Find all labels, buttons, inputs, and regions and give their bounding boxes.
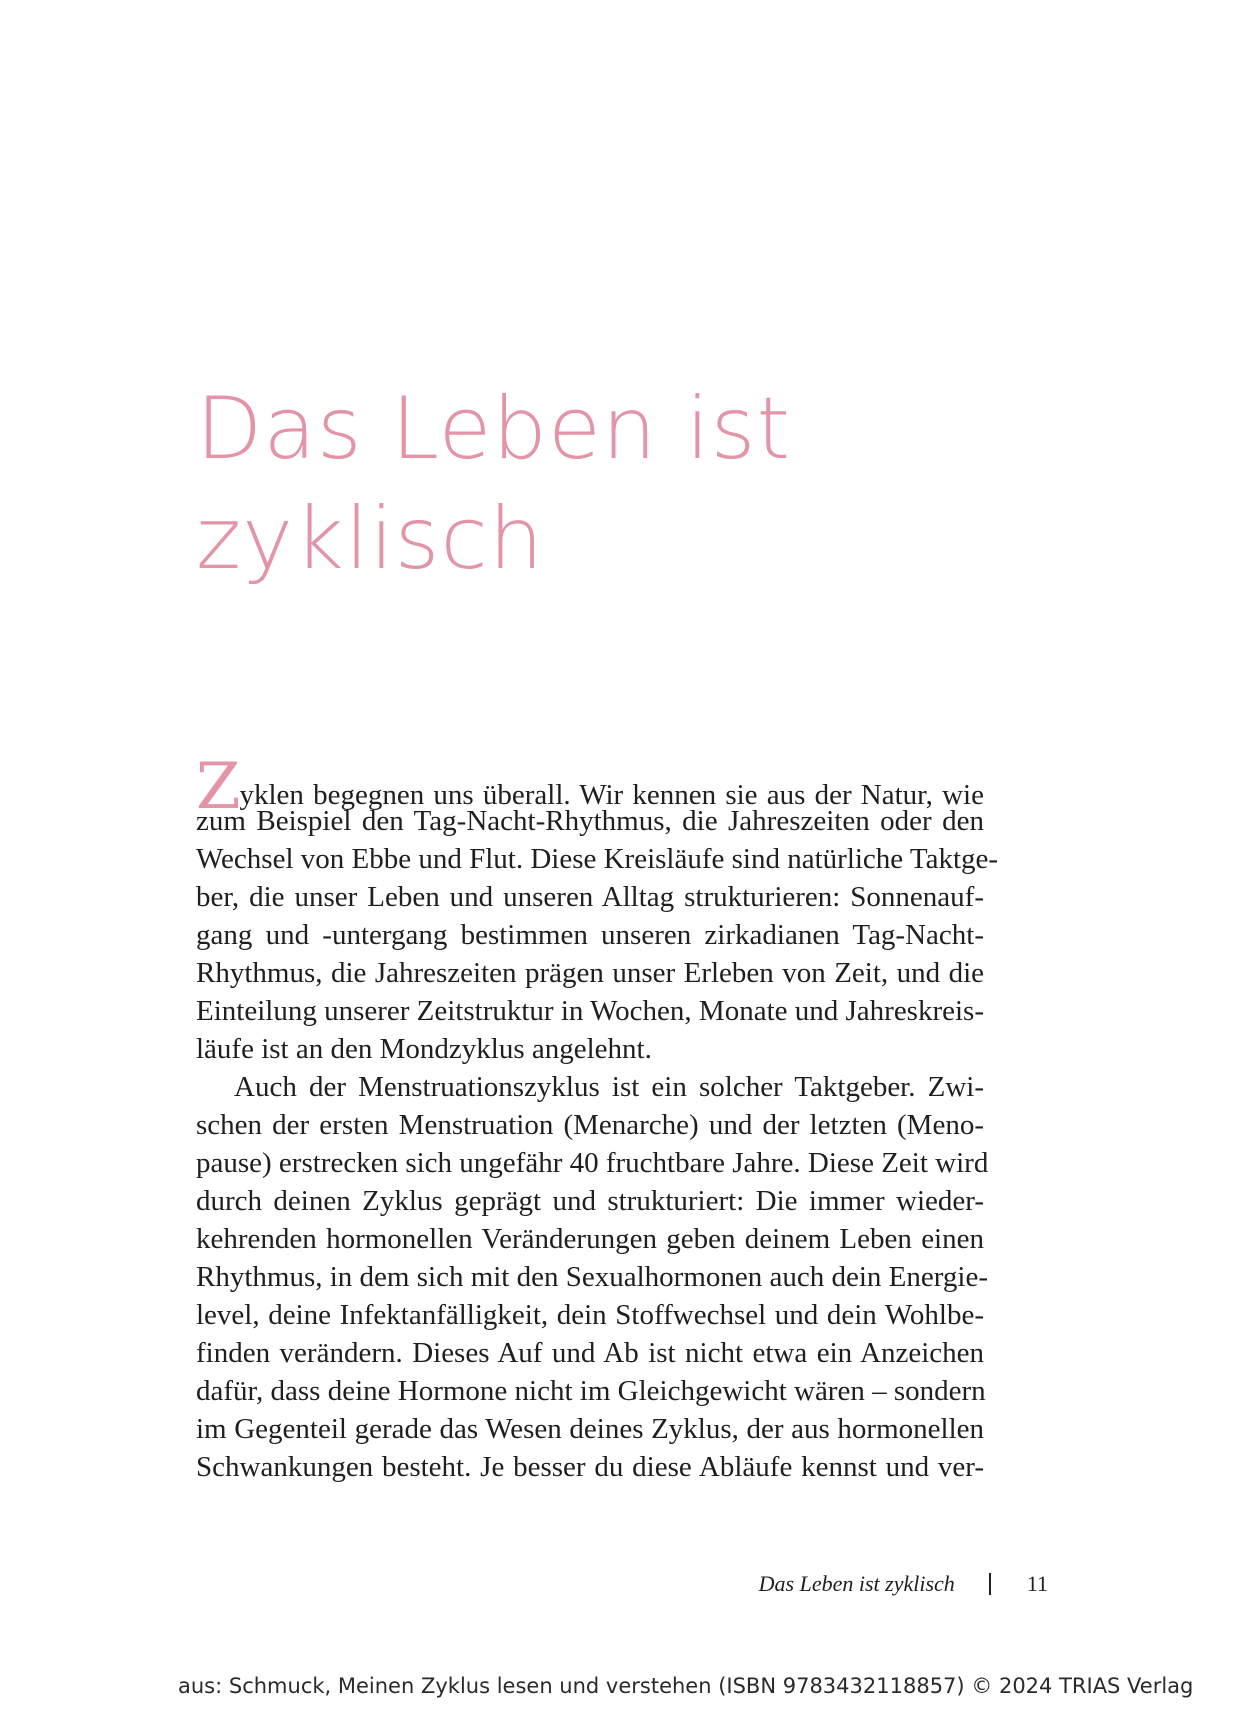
- paragraph-line: dafür, dass deine Hormone nicht im Gleichgewicht wären – sondern: [196, 1375, 986, 1407]
- footer-divider: [989, 1573, 991, 1595]
- chapter-title-line-1: Das Leben ist: [196, 379, 792, 479]
- paragraph-line: level, deine Infektanfälligkeit, dein Stoffwechsel und dein Wohlbe-: [196, 1299, 984, 1331]
- paragraph-line: Wechsel von Ebbe und Flut. Diese Kreisläufe sind natürliche Taktge-: [196, 843, 999, 875]
- paragraph-line: zum Beispiel den Tag-Nacht-Rhythmus, die Jahreszeiten oder den: [196, 805, 984, 837]
- paragraph-line: ber, die unser Leben und unseren Alltag strukturieren: Sonnenauf-: [196, 881, 984, 913]
- chapter-title-line-2: zyklisch: [196, 489, 545, 589]
- page-number: 11: [1026, 1571, 1048, 1596]
- paragraph-line: Einteilung unserer Zeitstruktur in Wochen, Monate und Jahreskreis-: [196, 995, 984, 1027]
- chapter-title: [196, 374, 1096, 594]
- paragraph-line: läufe ist an den Mondzyklus angelehnt.: [196, 1033, 652, 1065]
- paragraph-line: schen der ersten Menstruation (Menarche) und der letzten (Meno-: [196, 1109, 984, 1141]
- paragraph-line: finden verändern. Dieses Auf und Ab ist nicht etwa ein Anzeichen: [196, 1337, 984, 1369]
- source-citation: aus: Schmuck, Meinen Zyklus lesen und verstehen (ISBN 9783432118857) © 2024 TRIAS Verlag: [178, 1674, 1194, 1698]
- paragraph-line: gang und -untergang bestimmen unseren zirkadianen Tag-Nacht-: [196, 919, 984, 951]
- drop-cap: Z: [196, 750, 239, 824]
- paragraph-2: [196, 1068, 989, 1486]
- paragraph-line: Auch der Menstruationszyklus ist ein solcher Taktgeber. Zwi-: [234, 1071, 984, 1103]
- paragraph-line: kehrenden hormonellen Veränderungen geben deinem Leben einen: [196, 1223, 984, 1255]
- running-footer: [759, 1571, 1048, 1597]
- paragraph-line: pause) erstrecken sich ungefähr 40 fruchtbare Jahre. Diese Zeit wird: [196, 1147, 989, 1179]
- footer-running-title: Das Leben ist zyklisch: [758, 1571, 955, 1596]
- paragraph-line: Schwankungen besteht. Je besser du diese Abläufe kennst und ver-: [196, 1451, 984, 1483]
- paragraph-line: im Gegenteil gerade das Wesen deines Zyklus, der aus hormonellen: [196, 1413, 984, 1445]
- paragraph-1: [196, 750, 999, 1068]
- paragraph-line: Zyklen begegnen uns überall. Wir kennen sie aus der Natur, wie: [196, 750, 984, 824]
- paragraph-line: Rhythmus, in dem sich mit den Sexualhormonen auch dein Energie-: [196, 1261, 988, 1293]
- body-text: [196, 750, 999, 1486]
- paragraph-line: Rhythmus, die Jahreszeiten prägen unser Erleben von Zeit, und die: [196, 957, 984, 989]
- paragraph-line: durch deinen Zyklus geprägt und strukturiert: Die immer wieder-: [196, 1185, 984, 1217]
